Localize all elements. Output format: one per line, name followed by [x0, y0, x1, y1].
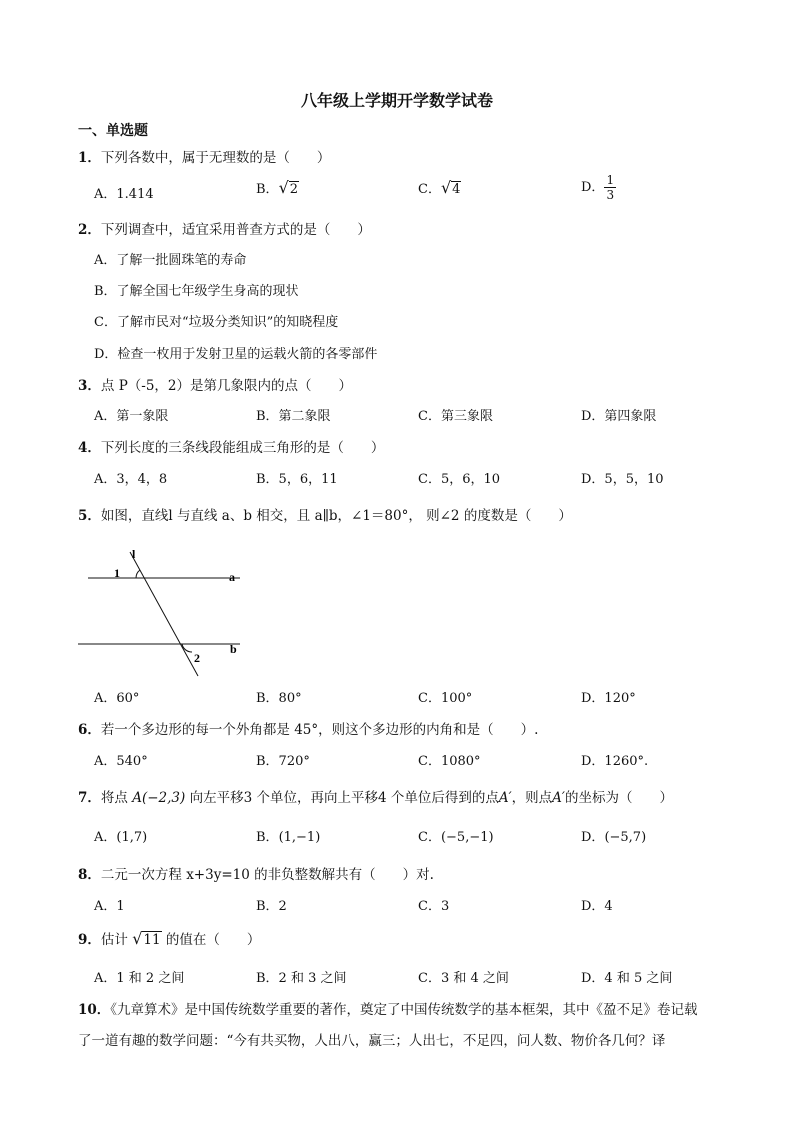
option-prefix: C．	[418, 830, 441, 845]
fraction	[604, 173, 616, 202]
option-c: C．5，6，10	[418, 472, 501, 487]
question-number: 4．	[78, 440, 101, 456]
option-b: B．5，6，11	[256, 472, 338, 487]
question-text: 的坐标为（ ）	[565, 790, 673, 806]
option-value: (1,−1)	[278, 830, 321, 845]
question-text: 二元一次方程 x+3y=10 的非负整数解共有（ ）对.	[100, 867, 434, 883]
option-d	[581, 173, 616, 202]
question-9	[78, 928, 260, 948]
option-d	[581, 826, 646, 845]
radicand: 4	[452, 182, 461, 197]
option-d: D．5，5，10	[581, 472, 664, 487]
option-prefix: B．	[256, 830, 279, 845]
question-8	[78, 863, 434, 883]
question-6	[78, 718, 538, 738]
question-number: 1．	[78, 150, 101, 166]
question-5	[78, 504, 572, 524]
option-d: D．120°	[581, 691, 636, 706]
option-a: A．60°	[94, 691, 140, 706]
question-text: 点 P（-5，2）是第几象限内的点（ ）	[100, 378, 353, 394]
option-prefix: A．	[94, 830, 117, 845]
angle-1-arc	[136, 570, 140, 578]
page-title: 八年级上学期开学数学试卷	[300, 91, 493, 110]
question-10	[78, 998, 698, 1018]
option-prefix: D．	[581, 830, 605, 845]
question-4	[78, 436, 384, 456]
option-c	[418, 826, 494, 845]
question-text: 下列长度的三条线段能组成三角形的是（ ）	[100, 440, 385, 456]
option-c: C．100°	[418, 691, 473, 706]
radicand: 2	[289, 182, 299, 197]
question-7	[78, 786, 673, 806]
option-a: A．1	[94, 899, 125, 914]
question-2	[78, 218, 371, 238]
question-number: 2．	[78, 222, 101, 238]
question-text: 将点	[100, 790, 133, 806]
parallel-lines-figure	[70, 540, 260, 680]
option-prefix: D．	[581, 180, 605, 195]
option-a	[94, 826, 147, 845]
question-number: 8．	[78, 867, 101, 883]
option-b: B．2	[256, 899, 287, 914]
option-b: B．720°	[256, 754, 310, 769]
question-10-continued: 了一道有趣的数学问题：“今有共买物，人出八，赢三；人出七，不足四，问人数、物价各几何？译	[78, 1033, 666, 1049]
option-c: C．1080°	[418, 754, 481, 769]
option-c: C．第三象限	[418, 409, 493, 424]
radicand: 11	[143, 932, 161, 948]
option-b: B．第二象限	[256, 409, 331, 424]
option-prefix: C．	[418, 182, 441, 197]
option-value: (−5,−1)	[440, 830, 494, 845]
denominator: 3	[606, 188, 615, 202]
option-c	[418, 178, 461, 197]
question-number: 3．	[78, 378, 101, 394]
option-a: A．540°	[94, 754, 148, 769]
sqrt-expression: √11	[132, 929, 161, 948]
sqrt-expression: √2	[278, 178, 299, 197]
sqrt-expression: √4	[440, 178, 461, 197]
option-b	[256, 826, 320, 845]
angle-2-arc	[182, 644, 192, 652]
question-text: 向左平移3 个单位，再向上平移4 个单位后得到的点	[185, 790, 499, 806]
section-heading: 一、单选题	[78, 123, 148, 139]
option-c: C．3 和 4 之间	[418, 971, 509, 986]
numerator: 1	[606, 173, 615, 187]
option-d: D．检查一枚用于发射卫星的运载火箭的各零部件	[94, 347, 378, 362]
question-text: 《九章算术》是中国传统数学重要的著作，奠定了中国传统数学的基本框架，其中《盈不足》卷记载	[110, 1002, 698, 1018]
question-number: 6．	[78, 722, 101, 738]
question-text: ，则点	[511, 790, 553, 806]
option-c: C．了解市民对“垃圾分类知识”的知晓程度	[94, 315, 339, 330]
question-1	[78, 146, 330, 166]
question-number: 10．	[78, 1002, 111, 1018]
label-angle-2: 2	[194, 651, 200, 665]
option-b	[256, 178, 299, 197]
label-b: b	[230, 642, 237, 656]
option-b: B．了解全国七年级学生身高的现状	[94, 284, 299, 299]
option-a: A．第一象限	[94, 409, 169, 424]
question-text: 若一个多边形的每一个外角都是 45°，则这个多边形的内角和是（ ）.	[100, 722, 539, 738]
option-b: B．80°	[256, 691, 302, 706]
option-a: A．了解一批圆珠笔的寿命	[94, 253, 247, 268]
question-number: 9．	[78, 932, 101, 948]
point-label: A′	[552, 790, 565, 806]
point-expression: A(−2,3)	[132, 790, 186, 806]
question-text: 下列各数中，属于无理数的是（ ）	[100, 150, 331, 166]
option-value: (1,7)	[116, 830, 148, 845]
question-number: 7．	[78, 790, 101, 806]
question-3	[78, 374, 352, 394]
option-c: C．3	[418, 899, 450, 914]
label-angle-1: 1	[114, 566, 120, 580]
option-d: D．第四象限	[581, 409, 657, 424]
question-text: 估计	[100, 932, 133, 948]
option-prefix: B．	[256, 182, 279, 197]
point-label: A′	[498, 790, 512, 806]
option-b: B．2 和 3 之间	[256, 971, 347, 986]
label-l: l	[132, 547, 136, 561]
option-a: A．1 和 2 之间	[94, 971, 185, 986]
question-text: 的值在（ ）	[161, 932, 261, 948]
option-a: A．1.414	[94, 187, 154, 202]
option-d: D．4	[581, 899, 613, 914]
line-l	[130, 552, 198, 676]
option-value: (−5,7)	[604, 830, 647, 845]
label-a: a	[229, 570, 235, 584]
question-number: 5．	[78, 508, 101, 524]
question-text: 如图，直线l 与直线 a、b 相交，且 a∥b，∠1＝80°， 则∠2 的度数是（ ）	[100, 508, 572, 524]
option-a: A．3，4，8	[94, 472, 168, 487]
question-text: 下列调查中，适宜采用普查方式的是（ ）	[100, 222, 371, 238]
option-d: D．4 和 5 之间	[581, 971, 673, 986]
option-d: D．1260°.	[581, 754, 649, 769]
